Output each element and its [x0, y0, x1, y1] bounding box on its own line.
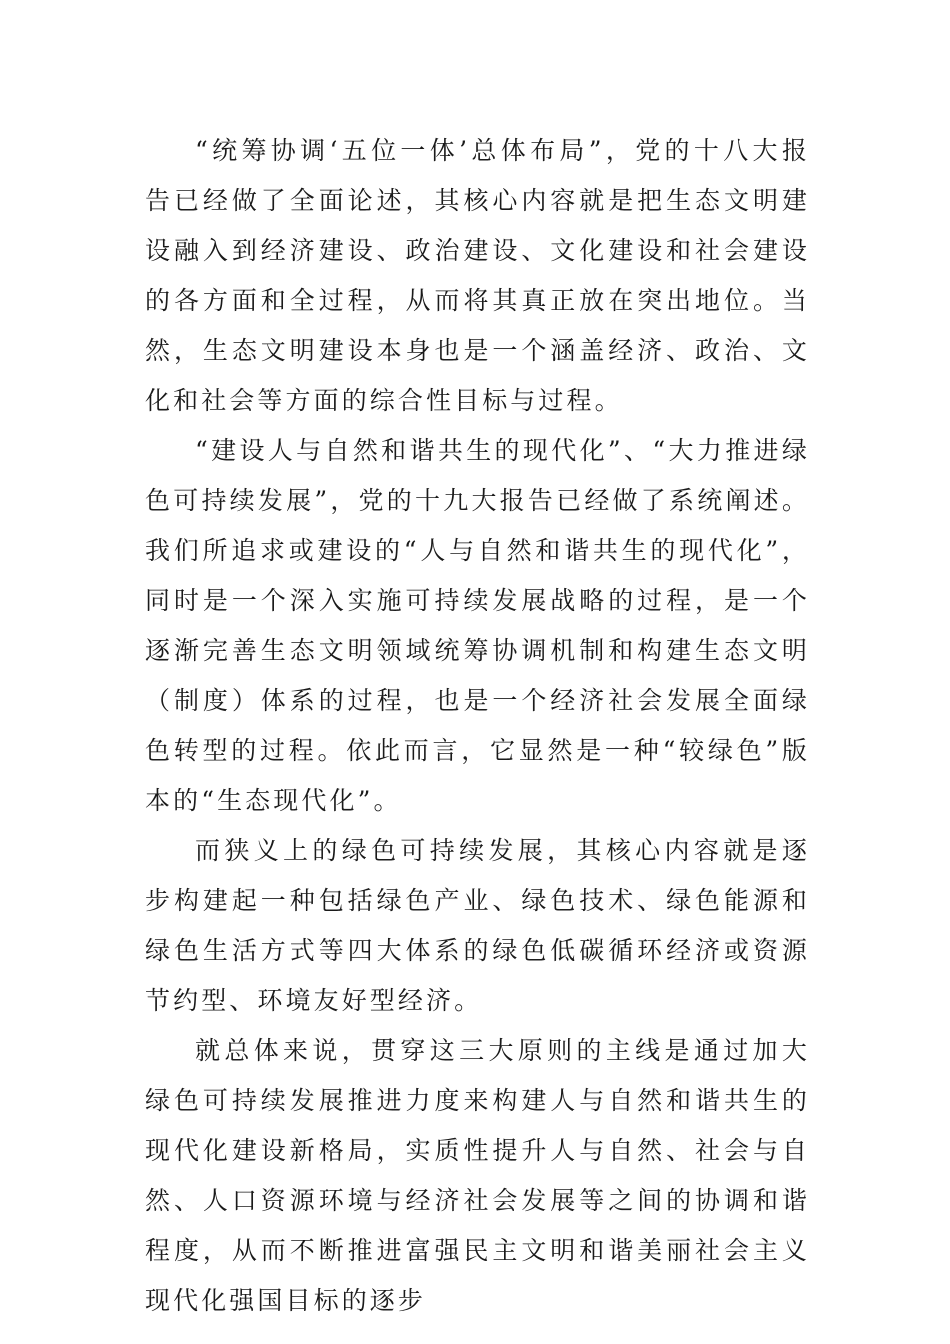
- body-text: [145, 126, 810, 1326]
- paragraph-1: “统筹协调‘五位一体’总体布局”，党的十八大报告已经做了全面论述，其核心内容就是把生态文明建设融入到经济建设、政治建设、文化建设和社会建设的各方面和全过程，从而将其真正放在突出地位。当然，生态文明建设本身也是一个涵盖经济、政治、文化和社会等方面的综合性目标与过程。: [145, 136, 810, 415]
- paragraph-3: 而狭义上的绿色可持续发展，其核心内容就是逐步构建起一种包括绿色产业、绿色技术、绿色能源和绿色生活方式等四大体系的绿色低碳循环经济或资源节约型、环境友好型经济。: [145, 836, 810, 1015]
- paragraph-4: 就总体来说，贯穿这三大原则的主线是通过加大绿色可持续发展推进力度来构建人与自然和谐共生的现代化建设新格局，实质性提升人与自然、社会与自然、人口资源环境与经济社会发展等之间的协调和谐程度，从而不断推进富强民主文明和谐美丽社会主义现代化强国目标的逐步: [145, 1036, 810, 1315]
- paragraph-2: “建设人与自然和谐共生的现代化”、“大力推进绿色可持续发展”，党的十九大报告已经做了系统阐述。我们所追求或建设的“人与自然和谐共生的现代化”，同时是一个深入实施可持续发展战略的过程，是一个逐渐完善生态文明领域统筹协调机制和构建生态文明（制度）体系的过程，也是一个经济社会发展全面绿色转型的过程。依此而言，它显然是一种“较绿色”版本的“生态现代化”。: [145, 436, 810, 815]
